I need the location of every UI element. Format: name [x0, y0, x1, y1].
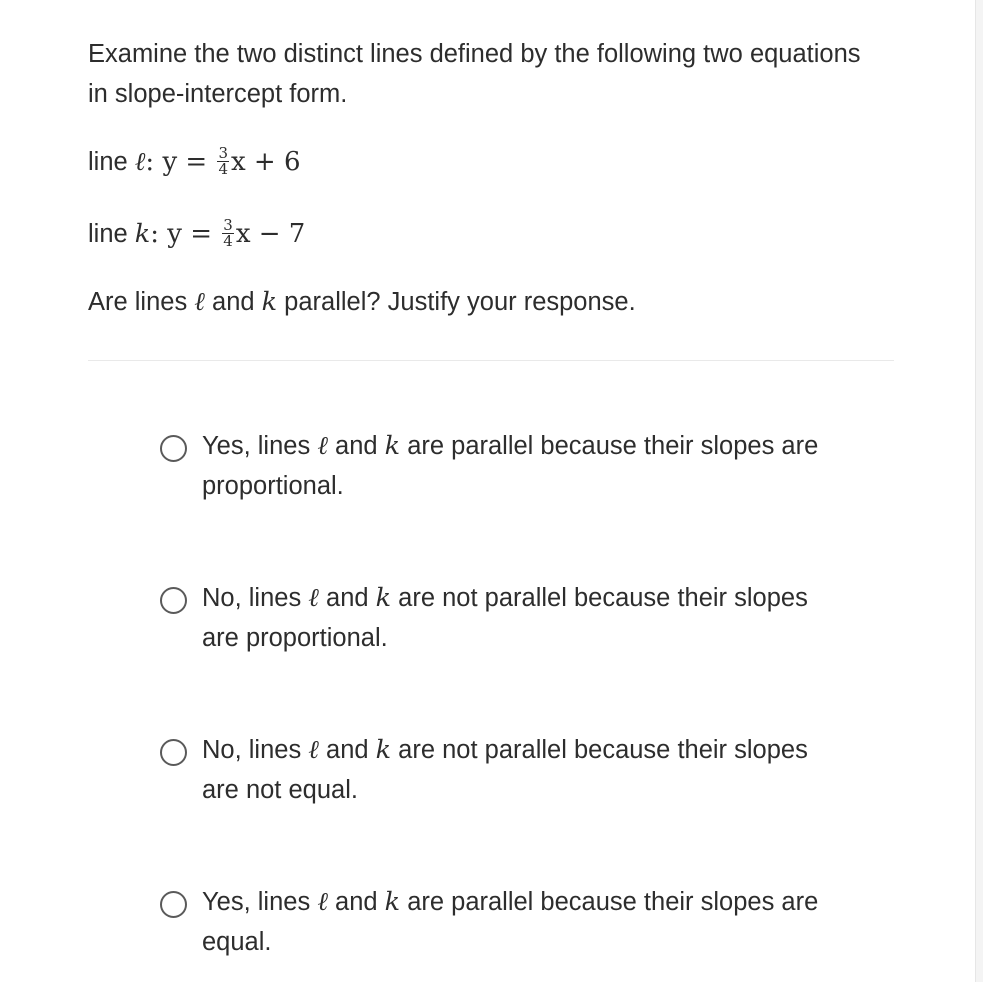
line-k-lhs: : y = — [150, 219, 221, 249]
ask-text: parallel? Justify your response. — [277, 288, 636, 316]
slope-fraction-l — [217, 143, 229, 178]
slope-denominator: 4 — [223, 231, 233, 250]
ask-text: Are lines — [88, 288, 195, 316]
equation-line-l — [88, 142, 301, 182]
radio-button[interactable] — [160, 739, 187, 766]
line-word: line — [88, 220, 128, 248]
answer-option-text[interactable]: No, lines ℓ and k are not parallel because their slopes are not equal. — [202, 735, 808, 804]
scrollbar-edge — [975, 0, 983, 982]
question-prompt: Examine the two distinct lines defined by the following two equations in slope-intercept form. — [88, 40, 861, 108]
line-k-rhs: x − 7 — [235, 219, 306, 249]
radio-button[interactable] — [160, 587, 187, 614]
line-word: line — [88, 148, 128, 176]
question-stem — [88, 34, 868, 317]
question-ask — [88, 282, 636, 322]
slope-denominator: 4 — [218, 159, 228, 178]
section-divider — [88, 360, 894, 361]
answer-option-text[interactable]: No, lines ℓ and k are not parallel because their slopes are proportional. — [202, 583, 808, 652]
equation-line-k — [88, 214, 305, 254]
ask-var-l: ℓ — [194, 287, 205, 317]
ask-var-k: k — [261, 287, 278, 317]
slope-fraction-k — [222, 215, 234, 250]
answer-option-text[interactable]: Yes, lines ℓ and k are parallel because their slopes are proportional. — [202, 431, 819, 500]
radio-button[interactable] — [160, 891, 187, 918]
radio-button[interactable] — [160, 435, 187, 462]
line-l-rhs: x + 6 — [231, 147, 301, 177]
slope-numerator: 3 — [223, 215, 233, 234]
line-l-name: ℓ — [134, 147, 146, 177]
line-l-lhs: : y = — [145, 147, 216, 177]
slope-numerator: 3 — [218, 143, 228, 162]
line-k-name: k — [134, 219, 151, 249]
answer-option-text[interactable]: Yes, lines ℓ and k are parallel because their slopes are equal. — [202, 887, 819, 956]
ask-text: and — [204, 288, 262, 316]
